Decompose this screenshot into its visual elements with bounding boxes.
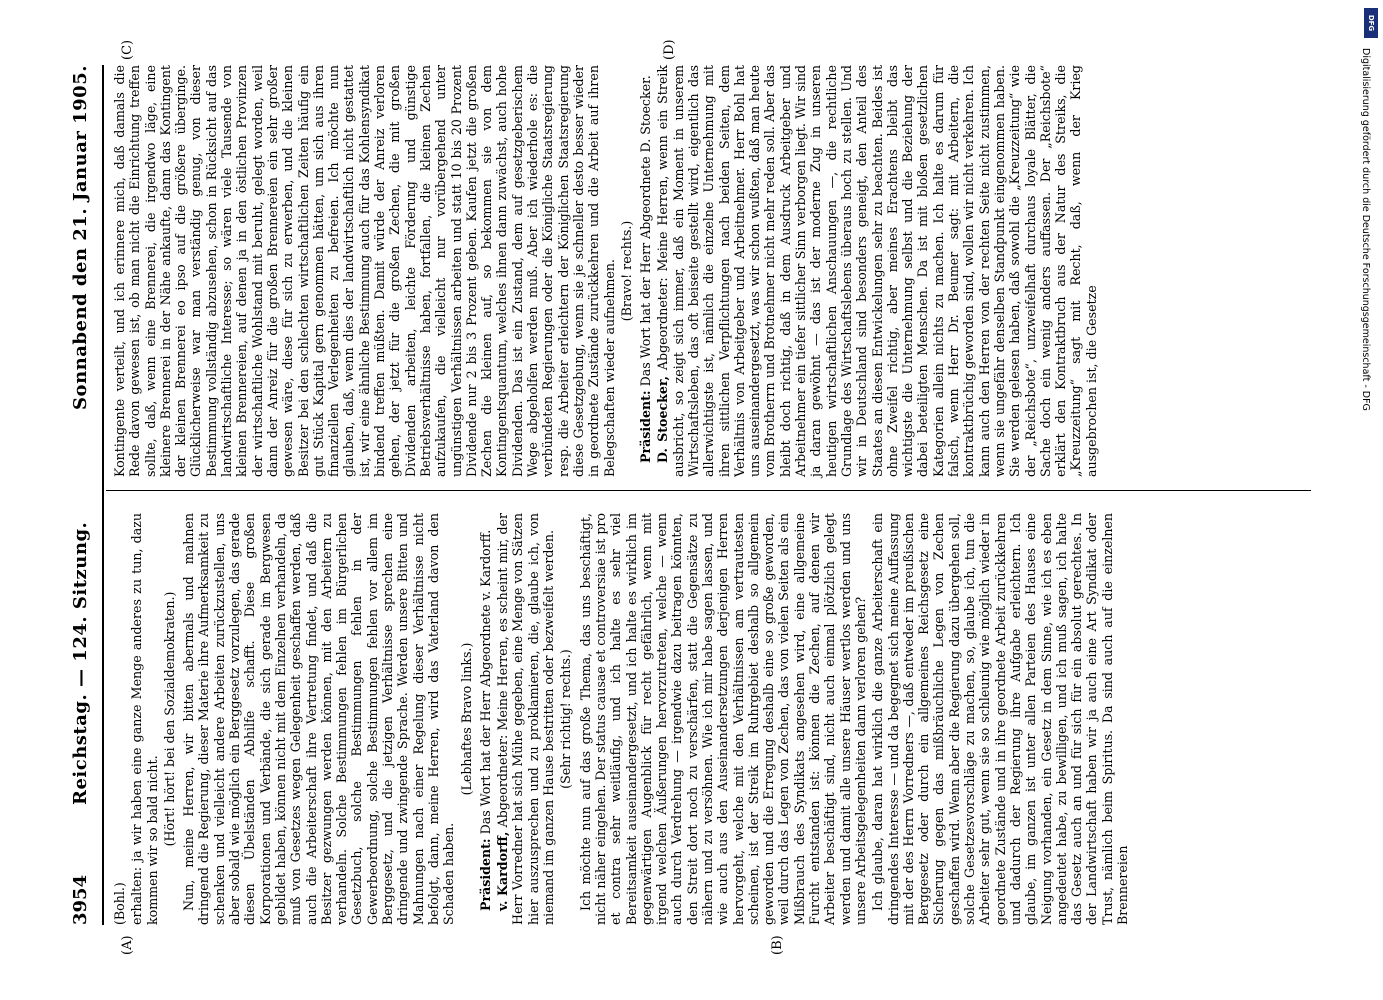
speaker-tag-text: (Bohl.) xyxy=(112,882,127,925)
speaker-label: Präsident: xyxy=(638,390,654,463)
interjection: (Hört! hört! bei den Sozialdemokraten.) xyxy=(161,591,177,847)
speaker-tag xyxy=(112,513,127,925)
credit-text: Digitalisierung gefördert durch die Deutsche Forschungsgemeinschaft - DFG xyxy=(1360,48,1371,411)
page-number: 3954 xyxy=(70,874,91,925)
speaker-label: v. Kardorff, xyxy=(495,831,511,911)
speaker-text: Das Wort hat der Herr Abgeordnete D. Stoecker. xyxy=(638,75,654,387)
speaker-paragraph xyxy=(495,513,556,925)
header-rule xyxy=(102,65,104,925)
interjection: (Sehr richtig! rechts.) xyxy=(558,649,574,789)
margin-marker-b: (B) xyxy=(770,935,785,955)
page-header xyxy=(62,65,102,925)
paragraph: Ich glaube, daran hat wirklich die ganze Arbeiterschaft ein dringendes Interesse — und da begegnet sich meine Auffassung mit der des Herrn Vorredners —, daß entweder im preußischen Berggesetz oder durch ein allgemeines Reichsgesetz eine Sicherung gegen das mißbräuchliche Legen von Zechen geschaffen wird. Wenn aber die Regierung dazu übergehen soll, solche Gesetzesvorschläge zu machen, so, glaube ich, tun die Arbeiter sehr gut, wenn sie so schleunig wie möglich wieder in geordnete Zustände und in ihre geordnete Arbeit zurückkehren und dadurch der Regierung ihre Aufgabe erleichtern. Ich glaube, im ganzen ist unter allen Parteien des Hauses eine Neigung vorhanden, ein Gesetz in dem Sinne, wie ich es eben angedeutet habe, zu bewilligen, und ich muß sagen, ich halte das Gesetz auch an und für sich für ein absolut gerechtes. In der Landwirtschaft haben wir ja auch eine Art Syndikat oder Trust, nämlich beim Spiritus. Da sind auch auf die einzelnen Brennereien xyxy=(870,513,1130,925)
interjection: (Bravo! rechts.) xyxy=(618,220,634,322)
paragraph: erhalten: ja wir haben eine ganze Menge anderes zu tun, dazu kommen wir so bald nicht. xyxy=(129,513,160,925)
credit-text-holder xyxy=(1360,48,1379,988)
session-date: Sonnabend den 21. Januar 1905. xyxy=(70,65,91,410)
speaker-label: D. Stoecker, xyxy=(655,376,671,463)
speaker-text: Abgeordneter: Meine Herren, es scheint mir, der Herr Vorredner hat sich Mühe gegeben, eine Menge von Sätzen hier auszusprechen und zu proklamieren, die, glaube ich, von niemand im ganzen Hause bestritten oder bezweifelt werden. xyxy=(495,513,557,925)
right-column xyxy=(112,65,1101,477)
running-title: Reichstag. — 124. Sitzung. xyxy=(70,521,91,805)
dfg-logo xyxy=(1364,8,1378,38)
speaker-paragraph xyxy=(478,513,493,925)
paragraph: Kontingente verteilt, und ich erinnere mich, daß damals die Rede davon gewesen ist, ob man nicht die Einrichtung treffen sollte, daß, wenn eine Brennerei, die irgendwo läge, eine kleinere Brennerei in der Nähe ankaufte, dann das Kontingent der kleinen Brennerei eo ipso auf die größere überginge. Glücklicherweise war man verständig genug, von dieser Bestimmung vollständig abzusehen, schon in Rücksicht auf das landwirtschaftliche Interesse; so wären viele Tausende von kleinen Brennereien, auf denen ja in den östlichen Provinzen der wirtschaftliche Wohlstand mit beruht, gelegt worden, weil dann der Anreiz für die großen Brennereien ein sehr großer gewesen wäre, diese für sich zu erwerben, und die kleinen Besitzer bei den schlechten wirtschaftlichen Zeiten häufig ein gut Stück Kapital gern genommen hätten, um sich aus ihren finanziellen Verlegenheiten zu befreien. Ich möchte nun glauben, daß, wenn dies der landwirtschaftlich nicht gestattet ist, wir eine ähnliche Bestimmung auch für das Kohlensyndikat bindend treffen müßten. Damit würde der Anreiz verloren gehen, der jetzt für die großen Zechen, die mit großen Dividenden arbeiten, leichte Förderung und günstige Betriebsverhältnisse haben, fortfallen, die kleinen Zechen aufzukaufen, die vielleicht nur vorübergehend unter ungünstigen Verhältnissen arbeiten und statt 10 bis 20 Prozent Dividende nur 2 bis 3 Prozent geben. Kaufen jetzt die großen Zechen die kleinen auf, so bekommen sie von dem Kontingentsquantum, welches ihnen dann zuwächst, auch hohe Dividenden. Das ist ein Zustand, dem auf gesetzgeberischem Wege abgeholfen werden muß. Aber ich wiederhole es: die verbündeten Regierungen oder die Königliche Staatsregierung resp. die Arbeiter erleichtern der Königlichen Staatsregierung diese Gesetzgebung, wenn sie je schneller desto besser wieder in geordnete Zustände zurückkehren und die Arbeit auf ihren Belegschaften wieder aufnehmen. xyxy=(112,65,617,477)
speaker-text: Abgeordneter: Meine Herren, wenn ein Streik ausbricht, so zeigt sich immer, daß ein Moment in unserem Wirtschaftsleben, das oft beiseite gestellt wird, eigentlich das allerwichtigste ist, nämlich die einzelne Unternehmung mit ihren sittlichen Verpflichtungen nach beiden Seiten, dem Verhältnis von Arbeitgeber und Arbeitnehmer. Herr Bohl hat uns auseinandergesetzt, was wir schon wußten, daß man heute vom Brotherrn und Brotnehmer nicht mehr reden soll. Aber das bleibt doch richtig, daß in dem Ausdruck Arbeitgeber und Arbeitnehmer ein tiefer sittlicher Sinn verborgen liegt. Wir sind ja daran gewöhnt — das ist der moderne Zug in unseren heutigen wirtschaftlichen Anschauungen —, die rechtliche Grundlage des Wirtschaftslebens überaus hoch zu stellen. Und wir in Deutschland sind besonders geneigt, den Anteil des Staates an diesen Entwickelungen sehr zu beachten. Beides ist ohne Zweifel richtig, aber meines Erachtens bleibt das wichtigste die Unternehmung selbst und die Beziehung der dabei beteiligten Menschen. Da ist mit bloßen gesetzlichen Kategorien allein nichts zu machen. Ich halte es darum für falsch, wenn Herr Dr. Beumer sagt: mit Arbeitern, die kontraktbrüchig geworden sind, wollen wir nicht verkehren. Ich kann auch den Herren von der rechten Seite nicht zustimmen, wenn sie ungefähr denselben Standpunkt eingenommen haben. Sie werden gelesen haben, daß sowohl die „Kreuzzeitung“ wie der „Reichsbote“, unzweifelhaft durchaus loyale Blätter, die Sache doch ein wenig anders auffassen. Der „Reichsbote“ erklärt den Kontraktbruch aus der Natur des Streiks, die „Kreuzzeitung“ sagt mit Recht, daß, wenn der Krieg ausgebrochen ist, die Gesetze xyxy=(655,65,1099,477)
paragraph: Nun, meine Herren, wir bitten abermals und mahnen dringend die Regierung, dieser Materie ihre Aufmerksamkeit zu schenken und vielleicht andere Arbeiten zurückzustellen, uns aber sobald wie möglich ein Berggesetz vorzulegen, das gerade diesen Übelständen Abhilfe schafft. Diese großen Korporationen und Verbände, die sich gerade im Bergwesen gebildet haben, können nicht mit dem Einzelnen verhandeln, da muß von Gesetzes wegen Gelegenheit geschaffen werden, daß auch die Arbeiterschaft ihre Vertretung findet, und daß die Besitzer gezwungen werden können, mit den Arbeitern zu verhandeln. Solche Bestimmungen fehlen im Bürgerlichen Gesetzbuch, solche Bestimmungen fehlen in der Gewerbeordnung, solche Bestimmungen fehlen vor allem im Berggesetz, und die jetzigen Verhältnisse sprechen eine dringende und zwingende Sprache. Werden unsere Bitten und Mahnungen nach einer Regelung dieser Verhältnisse nicht befolgt, dann, meine Herren, wird das Vaterland davon den Schaden haben. xyxy=(181,513,457,925)
page-content xyxy=(62,39,1312,955)
column-divider xyxy=(106,490,1311,491)
left-column xyxy=(112,513,1132,925)
speaker-label: Präsident: xyxy=(477,838,493,911)
margin-marker-c: (C) xyxy=(120,39,135,60)
dfg-logo-text: DFG xyxy=(1367,14,1375,32)
speaker-paragraph xyxy=(655,65,1099,477)
interjection: (Lebhaftes Bravo links.) xyxy=(458,642,474,796)
speaker-text: Das Wort hat der Herr Abgeordnete v. Kardorff. xyxy=(477,529,493,835)
speaker-paragraph xyxy=(638,65,653,477)
margin-marker-a: (A) xyxy=(120,935,135,955)
paragraph: Ich möchte nun auf das große Thema, das uns beschäftigt, nicht näher eingehen. Der status causae et controversiae ist pro et contra sehr weitläufig, und ich halte es sehr viel Bereitsamkeit auseinandergesetzt, und ich halte es wirklich im gegenwärtigen Augenblick für recht gefährlich, wenn mit irgend welchen Äußerungen hervorzutreten, welche — wenn auch durch Verdrehung — irgendwie dazu beitragen könnten, den Streit dort noch zu verschärfen, statt die Gegensätze zu nähern und zu versöhnen. Wie ich mir habe sagen lassen, und wie auch aus den Auseinandersetzungen derjenigen Herren hervorgeht, welche mit den Verhältnissen am vertrautesten scheinen, ist der Streik im Ruhrgebiet deshalb so allgemein geworden und die Erregung deshalb eine so große geworden, weil durch das Legen von Zechen, das von vielen Seiten als ein Mißbrauch des Syndikats angesehen wird, eine allgemeine Furcht entstanden ist: können die Zechen, auf denen wir Arbeiter beschäftigt sind, nicht auch einmal plötzlich gelegt werden und damit alle unsere Häuser wertlos werden und uns unsere Arbeitsgelegenheiten dann verloren gehen? xyxy=(577,513,868,925)
digitization-credit xyxy=(1360,8,1379,992)
margin-marker-d: (D) xyxy=(662,39,677,60)
